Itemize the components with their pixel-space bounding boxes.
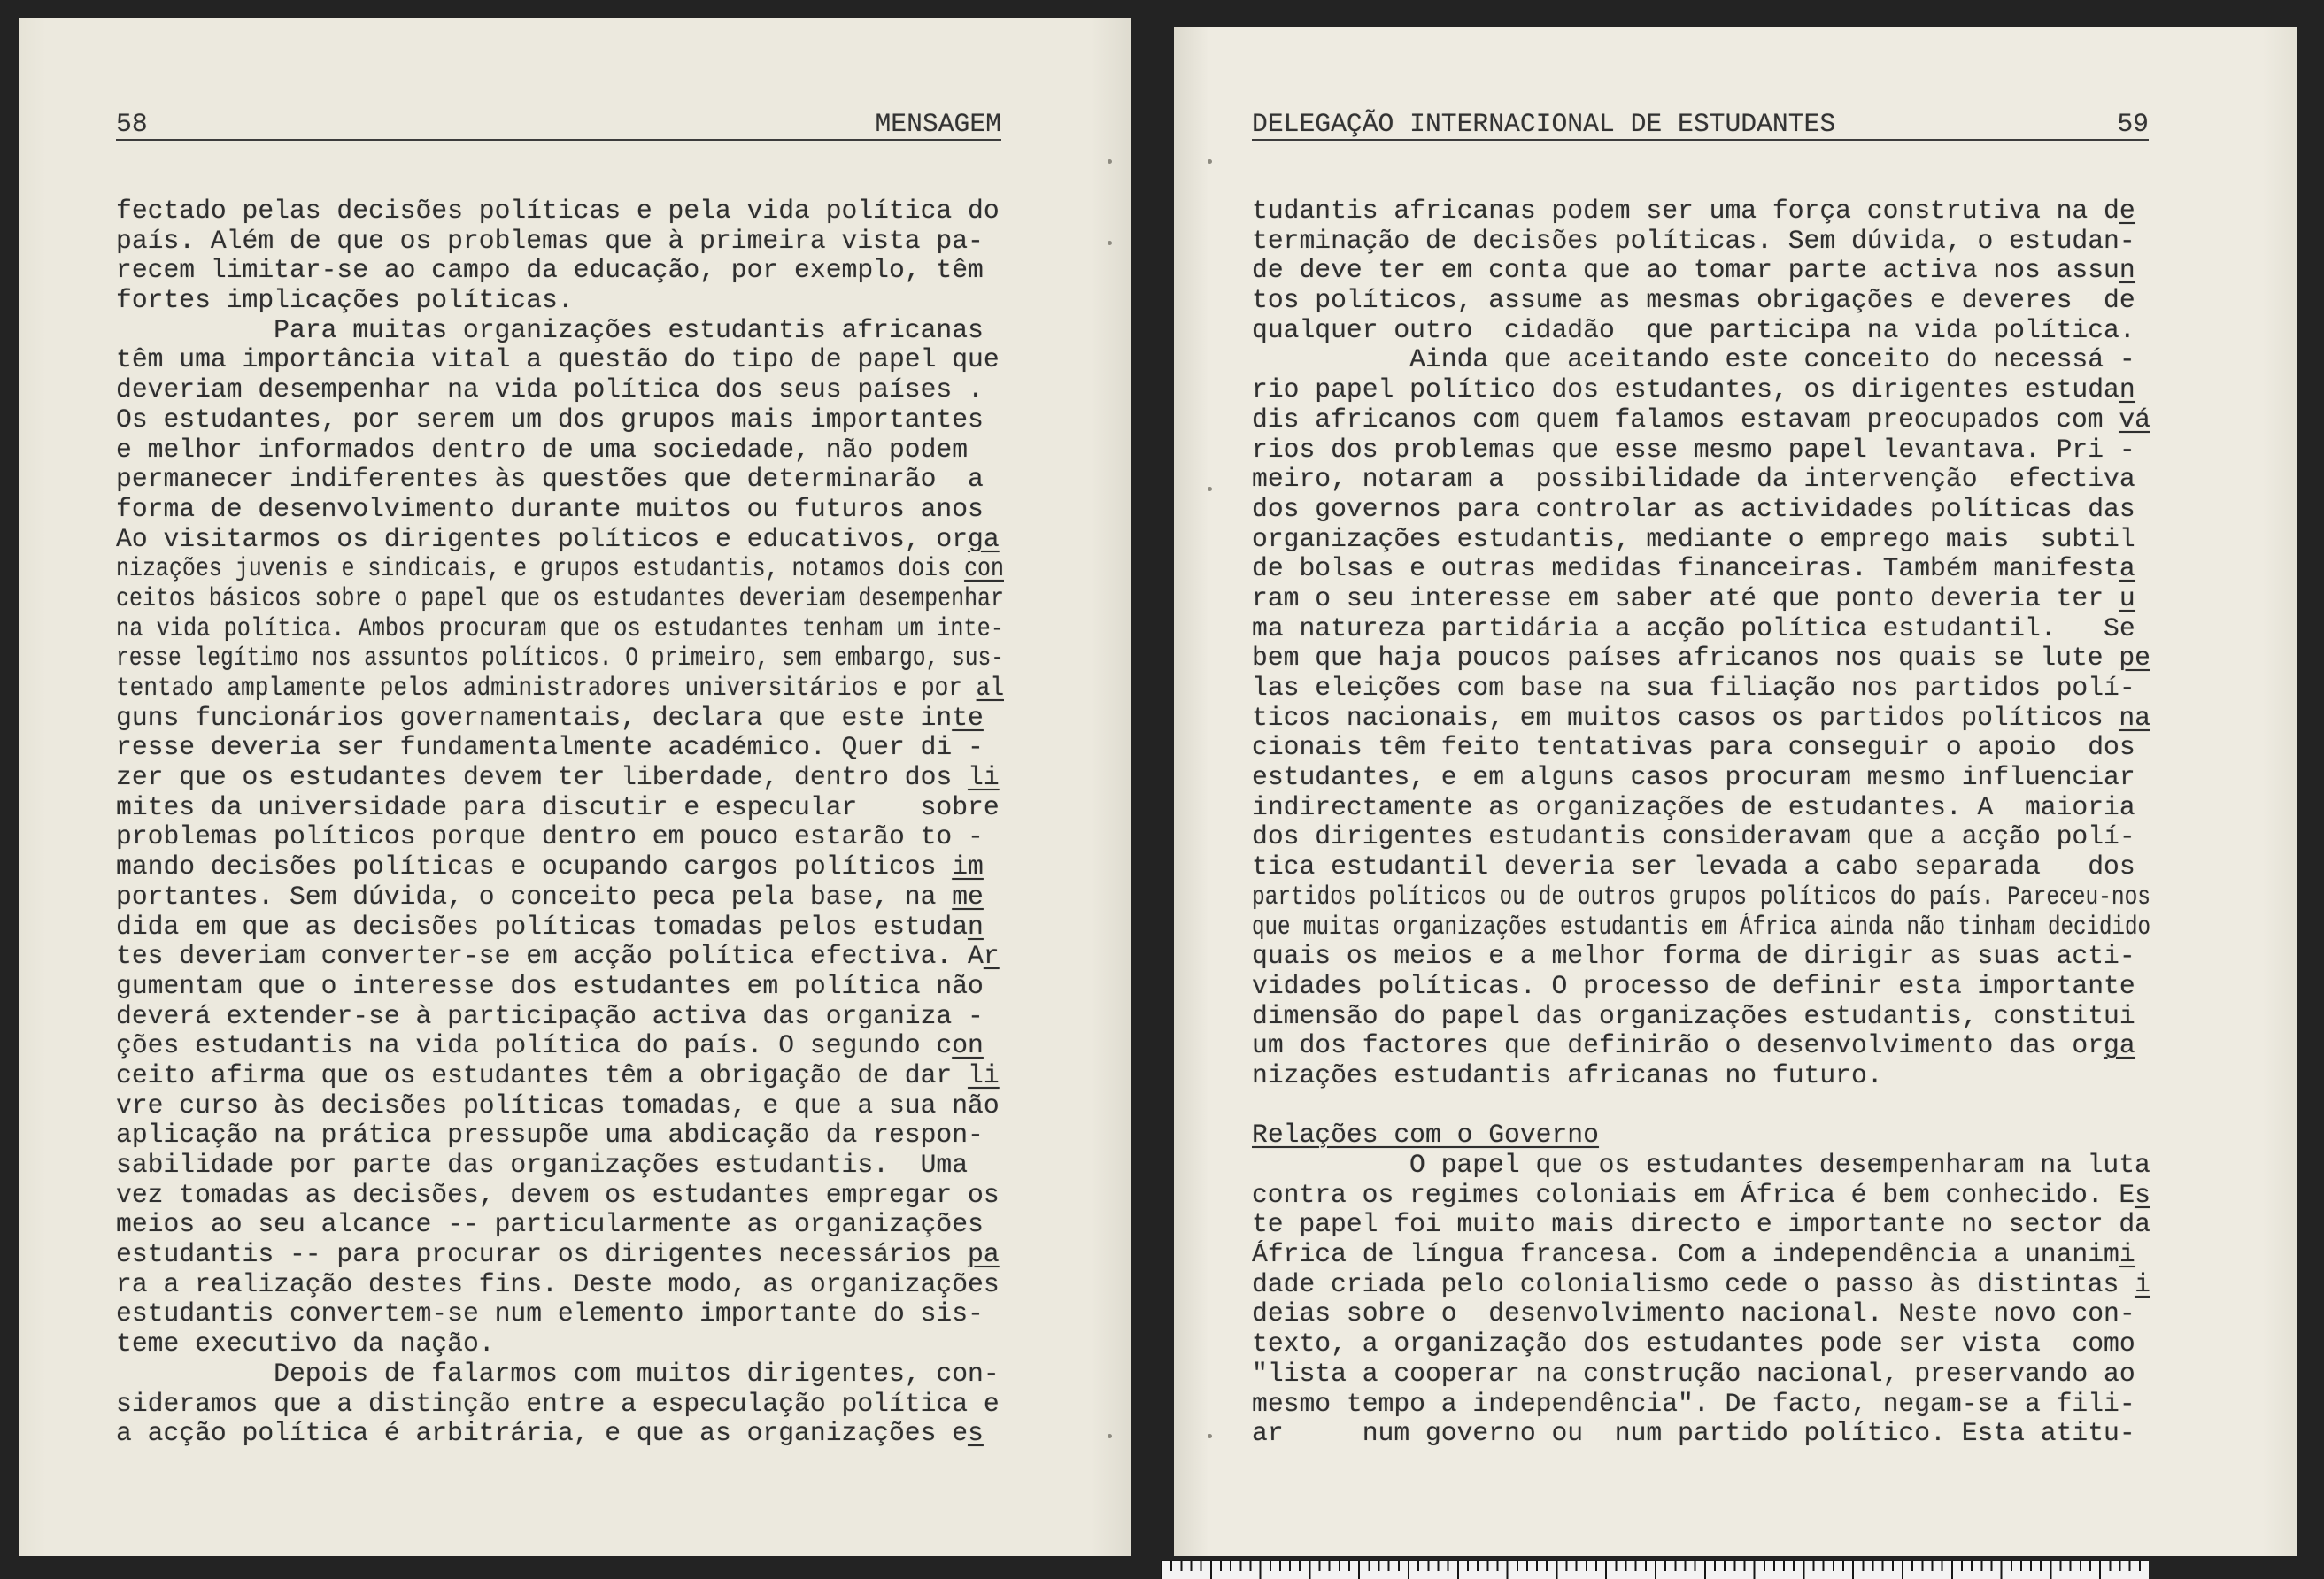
underlined-fragment: n	[2119, 256, 2135, 286]
line-text: ções estudantis na vida política do país. O segundo con	[116, 1031, 984, 1061]
text-line	[1252, 704, 2150, 734]
line-text: teme executivo da nação.	[116, 1329, 495, 1359]
text-line	[1252, 316, 2150, 346]
underlined-fragment: pe	[2119, 643, 2150, 674]
text-line	[1252, 763, 2150, 793]
line-text: ceitos básicos sobre o papel que os estudantes deveriam desempenhar	[116, 583, 1004, 613]
line-text: terminação de decisões políticas. Sem dúvida, o estudan-	[1252, 226, 2135, 256]
text-line	[1252, 1002, 2150, 1032]
line-text: vre curso às decisões políticas tomadas, e que a sua não	[116, 1090, 1000, 1121]
line-text: Ainda que aceitando este conceito do necessá -	[1409, 345, 2135, 375]
line-text: bem que haja poucos países africanos nos quais se lute pe	[1252, 643, 2150, 674]
line-text: portantes. Sem dúvida, o conceito peca pela base, na me	[116, 882, 984, 912]
text-line	[116, 405, 1004, 435]
text-line	[116, 1181, 1004, 1211]
text-line	[116, 1240, 1004, 1270]
text-line	[1252, 913, 2150, 943]
line-text: estudantis convertem-se num elemento importante do sis-	[116, 1299, 984, 1329]
text-line	[1252, 1359, 2150, 1390]
line-text: nizações juvenis e sindicais, e grupos estudantis, notamos dois con	[116, 554, 1004, 584]
text-line	[1252, 1329, 2150, 1359]
line-text: deveriam desempenhar na vida política dos seus países .	[116, 375, 984, 405]
line-text: rio papel político dos estudantes, os dirigentes estudan	[1252, 375, 2135, 405]
text-line	[116, 1121, 1004, 1151]
line-text: a acção política é arbitrária, e que as organizações es	[116, 1419, 984, 1449]
text-line	[116, 704, 1004, 734]
text-line	[1252, 554, 2150, 584]
underlined-fragment: te	[952, 703, 984, 733]
text-line	[116, 643, 1004, 674]
text-line	[116, 495, 1004, 525]
text-line	[116, 1359, 1004, 1390]
line-text: dida em que as decisões políticas tomadas pelos estudan	[116, 912, 984, 942]
underlined-fragment: u	[2119, 583, 2135, 613]
text-line	[1252, 227, 2150, 257]
text-line	[1252, 345, 2150, 375]
line-text: tudantis africanas podem ser uma força construtiva na de	[1252, 196, 2135, 226]
line-text: zer que os estudantes devem ter liberdade, dentro dos li	[116, 763, 1000, 793]
line-text: meiro, notaram a possibilidade da intervenção efectiva	[1252, 465, 2135, 495]
binding-mark	[1208, 159, 1212, 164]
line-text: O papel que os estudantes desempenharam na luta	[1409, 1151, 2150, 1180]
underlined-fragment: ga	[968, 524, 1000, 554]
binding-mark	[1208, 487, 1212, 491]
line-text: sabilidade por parte das organizações estudantis. Uma	[116, 1151, 969, 1180]
underlined-fragment: im	[952, 852, 984, 882]
line-text: tentado amplamente pelos administradores universitários e por al	[116, 674, 1004, 703]
text-line	[116, 822, 1004, 852]
text-line	[116, 584, 1004, 614]
text-line	[1252, 495, 2150, 525]
blank-line	[1252, 1091, 2150, 1121]
page-header	[116, 109, 1001, 141]
text-line	[1252, 1181, 2150, 1211]
binding-mark	[1108, 241, 1112, 245]
line-text: organizações estudantis, mediante o emprego mais subtil	[1252, 524, 2135, 554]
left-page	[19, 18, 1131, 1556]
line-text: um dos factores que definirão o desenvolvimento das orga	[1252, 1031, 2135, 1061]
line-text: contra os regimes coloniais em África é bem conhecido. Es	[1252, 1180, 2150, 1210]
text-line	[1252, 1419, 2150, 1449]
line-text: fortes implicações políticas.	[116, 286, 574, 316]
line-text: dimensão do papel das organizações estudantis, constitui	[1252, 1001, 2135, 1031]
line-text: ceito afirma que os estudantes têm a obrigação de dar li	[116, 1060, 1000, 1090]
text-line	[1252, 614, 2150, 644]
text-line	[116, 1329, 1004, 1359]
text-line	[1252, 942, 2150, 972]
line-text: indirectamente as organizações de estudantes. A maioria	[1252, 792, 2135, 822]
text-line	[116, 196, 1004, 227]
running-title: DELEGAÇÃO INTERNACIONAL DE ESTUDANTES	[1252, 109, 1836, 139]
text-line	[1252, 1061, 2150, 1091]
line-text: estudantis -- para procurar os dirigentes necessários pa	[116, 1240, 1000, 1270]
underlined-fragment: n	[968, 912, 984, 942]
line-text: estudantes, e em alguns casos procuram mesmo influenciar	[1252, 763, 2135, 793]
binding-mark	[1108, 1434, 1112, 1438]
text-line	[1252, 196, 2150, 227]
text-line	[116, 345, 1004, 375]
text-line	[1252, 733, 2150, 763]
text-line	[1252, 1151, 2150, 1181]
running-title: MENSAGEM	[875, 109, 1001, 139]
underlined-fragment: i	[2119, 1240, 2135, 1270]
text-line	[116, 733, 1004, 763]
text-line	[1252, 286, 2150, 316]
line-text: cionais têm feito tentativas para conseguir o apoio dos	[1252, 733, 2135, 763]
underlined-fragment: s	[968, 1419, 984, 1449]
line-text: ra a realização destes fins. Deste modo, as organizações	[116, 1269, 1000, 1299]
line-text: país. Além de que os problemas que à primeira vista pa-	[116, 226, 984, 256]
text-line	[116, 614, 1004, 644]
line-text: ar num governo ou num partido político. Esta atitu-	[1252, 1419, 2135, 1449]
text-line	[116, 1419, 1004, 1449]
underlined-fragment: a	[2119, 554, 2135, 584]
text-line	[116, 972, 1004, 1002]
text-line	[1252, 525, 2150, 555]
line-text: vidades políticas. O processo de definir esta importante	[1252, 971, 2135, 1001]
line-text: forma de desenvolvimento durante muitos ou futuros anos	[116, 494, 984, 524]
line-text: guns funcionários governamentais, declara que este inte	[116, 703, 984, 733]
text-line	[1252, 435, 2150, 466]
text-line	[116, 763, 1004, 793]
scale-ruler	[1161, 1560, 2149, 1579]
text-line	[116, 1299, 1004, 1329]
line-text: te papel foi muito mais directo e importante no sector da	[1252, 1210, 2150, 1240]
line-text: dis africanos com quem falamos estavam preocupados com vá	[1252, 404, 2150, 435]
text-line	[1252, 793, 2150, 823]
text-line	[1252, 1210, 2150, 1240]
line-text: vez tomadas as decisões, devem os estudantes empregar os	[116, 1180, 1000, 1210]
section-heading-text: Relações com o Governo	[1252, 1121, 1599, 1151]
underlined-fragment: s	[2135, 1180, 2150, 1210]
right-page	[1174, 27, 2297, 1556]
text-line	[116, 1270, 1004, 1300]
line-text: meios ao seu alcance -- particularmente as organizações	[116, 1210, 984, 1240]
text-line	[1252, 972, 2150, 1002]
line-text: resse deveria ser fundamentalmente académico. Quer di -	[116, 733, 984, 763]
underlined-fragment: con	[964, 554, 1004, 584]
line-text: qualquer outro cidadão que participa na vida política.	[1252, 315, 2135, 345]
line-text: nizações estudantis africanas no futuro.	[1252, 1060, 1883, 1090]
line-text: Depois de falarmos com muitos dirigentes, con-	[274, 1359, 1000, 1389]
text-line	[1252, 1390, 2150, 1420]
text-line	[1252, 1270, 2150, 1300]
underlined-fragment: li	[968, 1060, 1000, 1090]
line-text: na vida política. Ambos procuram que os estudantes tenham um inte-	[116, 613, 1004, 643]
line-text: deverá extender-se à participação activa das organiza -	[116, 1001, 984, 1031]
line-text: quais os meios e a melhor forma de dirigir as suas acti-	[1252, 942, 2135, 972]
text-line	[1252, 822, 2150, 852]
text-line	[1252, 882, 2150, 913]
line-text: têm uma importância vital a questão do tipo de papel que	[116, 345, 1000, 375]
line-text: permanecer indiferentes às questões que determinarão a	[116, 465, 984, 495]
underlined-fragment: li	[968, 763, 1000, 793]
line-text: dos dirigentes estudantis consideravam que a acção polí-	[1252, 822, 2135, 852]
line-text: gumentam que o interesse dos estudantes em política não	[116, 971, 984, 1001]
line-text: texto, a organização dos estudantes pode ser vista como	[1252, 1329, 2135, 1359]
text-line	[116, 525, 1004, 555]
line-text: Para muitas organizações estudantis africanas	[274, 315, 984, 345]
binding-mark	[1208, 1434, 1212, 1438]
line-text: sideramos que a distinção entre a especulação política e	[116, 1389, 1000, 1419]
text-line	[116, 1031, 1004, 1061]
line-text: mando decisões políticas e ocupando cargos políticos im	[116, 852, 984, 882]
line-text: Os estudantes, por serem um dos grupos mais importantes	[116, 404, 984, 435]
text-line	[1252, 852, 2150, 882]
line-text: "lista a cooperar na construção nacional, preservando ao	[1252, 1359, 2135, 1389]
page-number: 59	[2117, 109, 2149, 139]
text-line	[1252, 375, 2150, 405]
binding-mark	[1108, 159, 1112, 164]
line-text: tes deveriam converter-se em acção política efectiva. Ar	[116, 942, 1000, 972]
text-line	[116, 435, 1004, 466]
text-line	[1252, 256, 2150, 286]
line-text: Ao visitarmos os dirigentes políticos e educativos, orga	[116, 524, 1000, 554]
line-text: rios dos problemas que esse mesmo papel levantava. Pri -	[1252, 435, 2135, 465]
line-text: ma natureza partidária a acção política estudantil. Se	[1252, 613, 2135, 643]
text-line	[1252, 405, 2150, 435]
underlined-fragment: i	[2135, 1269, 2150, 1299]
text-line	[116, 852, 1004, 882]
line-text: tica estudantil deveria ser levada a cabo separada dos	[1252, 852, 2135, 882]
line-text: e melhor informados dentro de uma sociedade, não podem	[116, 435, 969, 465]
text-line	[1252, 643, 2150, 674]
text-line	[116, 942, 1004, 972]
line-text: resse legítimo nos assuntos políticos. O primeiro, sem embargo, sus-	[116, 643, 1004, 674]
text-line	[1252, 1299, 2150, 1329]
line-text: mites da universidade para discutir e especular sobre	[116, 792, 1000, 822]
text-line	[116, 316, 1004, 346]
underlined-fragment: vá	[2119, 404, 2150, 435]
underlined-fragment: r	[983, 942, 1000, 972]
text-line	[116, 1091, 1004, 1121]
text-line	[116, 465, 1004, 495]
text-line	[116, 1151, 1004, 1181]
underlined-fragment: pa	[968, 1240, 1000, 1270]
line-text: aplicação na prática pressupõe uma abdicação da respon-	[116, 1121, 984, 1151]
text-line	[116, 256, 1004, 286]
line-text: problemas políticos porque dentro em pouco estarão to -	[116, 822, 984, 852]
text-line	[116, 913, 1004, 943]
text-line	[1252, 674, 2150, 704]
text-line	[116, 1390, 1004, 1420]
line-text: deias sobre o desenvolvimento nacional. Neste novo con-	[1252, 1299, 2135, 1329]
section-heading	[1252, 1121, 2150, 1151]
text-line	[1252, 584, 2150, 614]
underlined-fragment: me	[952, 882, 984, 912]
line-text: ticos nacionais, em muitos casos os partidos políticos na	[1252, 703, 2150, 733]
text-column	[1252, 196, 2150, 1449]
text-line	[1252, 1240, 2150, 1270]
text-line	[116, 1061, 1004, 1091]
page-header	[1252, 109, 2149, 141]
text-line	[1252, 1031, 2150, 1061]
text-line	[116, 1002, 1004, 1032]
underlined-fragment: ga	[2104, 1031, 2135, 1061]
text-line	[116, 227, 1004, 257]
line-text: tos políticos, assume as mesmas obrigações e deveres de	[1252, 286, 2135, 316]
line-text: ram o seu interesse em saber até que ponto deveria ter u	[1252, 583, 2135, 613]
line-text: mesmo tempo a independência". De facto, negam-se a fili-	[1252, 1389, 2135, 1419]
text-line	[116, 554, 1004, 584]
text-line	[116, 1210, 1004, 1240]
line-text: que muitas organizações estudantis em África ainda não tinham decidido	[1252, 912, 2150, 942]
line-text: dos governos para controlar as actividades políticas das	[1252, 494, 2135, 524]
line-text: recem limitar-se ao campo da educação, por exemplo, têm	[116, 256, 984, 286]
line-text: fectado pelas decisões políticas e pela vida política do	[116, 196, 1000, 226]
text-line	[116, 674, 1004, 704]
page-number: 58	[116, 109, 148, 139]
line-text: las eleições com base na sua filiação nos partidos polí-	[1252, 674, 2135, 703]
underlined-fragment: na	[2119, 703, 2150, 733]
line-text: partidos políticos ou de outros grupos políticos do país. Pareceu-nos	[1252, 882, 2150, 912]
line-text: dade criada pelo colonialismo cede o passo às distintas i	[1252, 1269, 2150, 1299]
underlined-fragment: n	[2119, 375, 2135, 405]
text-line	[116, 375, 1004, 405]
text-line	[116, 793, 1004, 823]
text-column	[116, 196, 1004, 1449]
underlined-fragment: on	[952, 1031, 984, 1061]
text-line	[1252, 465, 2150, 495]
underlined-fragment: e	[2119, 196, 2135, 226]
line-text: de bolsas e outras medidas financeiras. Também manifesta	[1252, 554, 2135, 584]
text-line	[116, 286, 1004, 316]
line-text: de deve ter em conta que ao tomar parte activa nos assun	[1252, 256, 2135, 286]
line-text: África de língua francesa. Com a independência a unanimi	[1252, 1240, 2135, 1270]
text-line	[116, 882, 1004, 913]
underlined-fragment: al	[976, 674, 1004, 703]
